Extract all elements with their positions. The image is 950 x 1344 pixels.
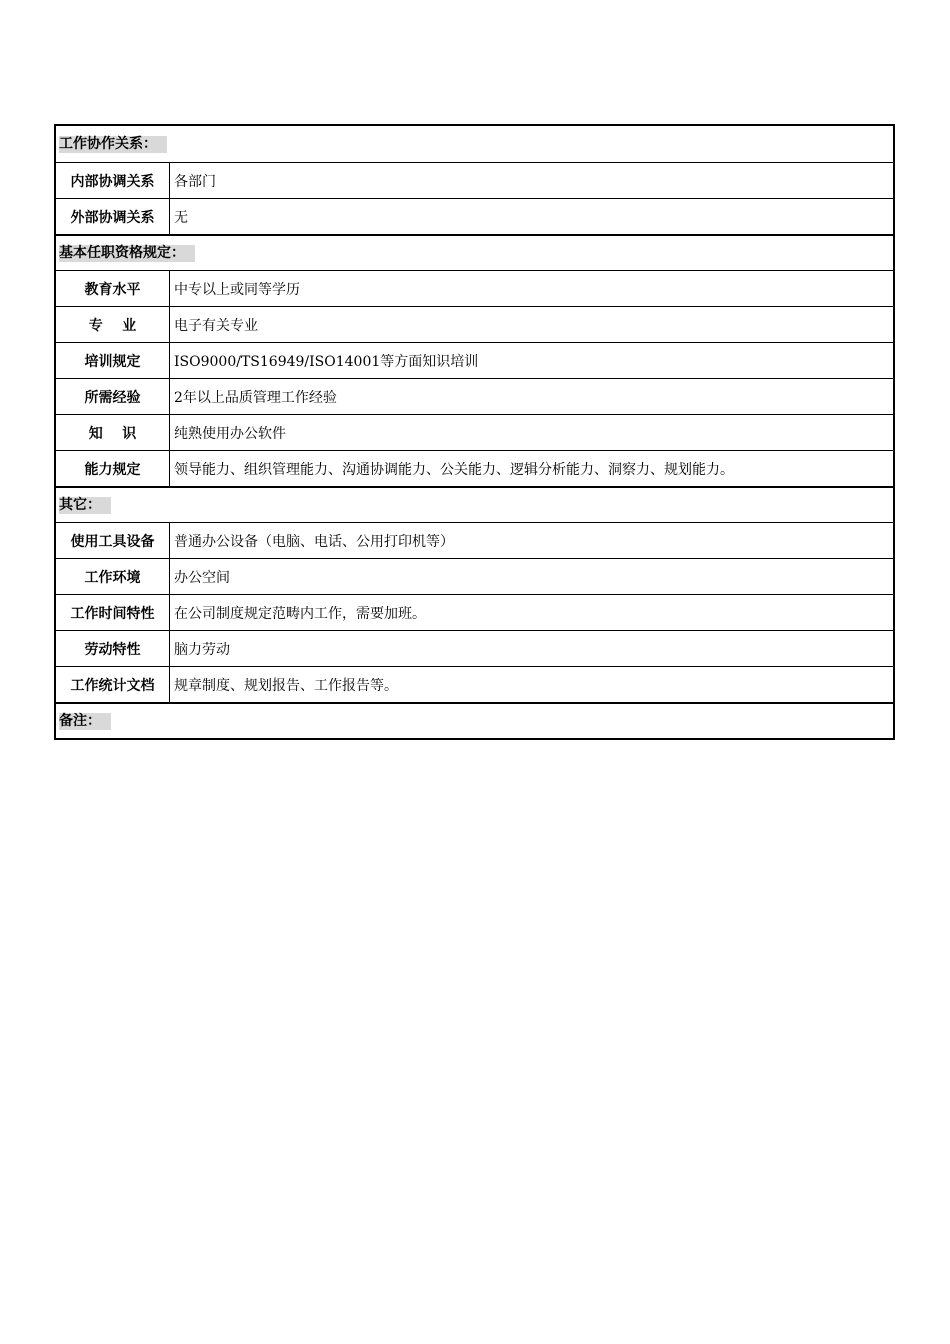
table-row <box>56 450 893 486</box>
row-label: 教育水平 <box>56 271 170 306</box>
table-row <box>56 198 893 234</box>
table-row <box>56 342 893 378</box>
row-label: 能力规定 <box>56 451 170 486</box>
row-value: 各部门 <box>174 173 216 190</box>
row-label: 使用工具设备 <box>56 523 170 558</box>
row-label: 外部协调关系 <box>56 199 170 234</box>
row-value: ISO9000/TS16949/ISO14001等方面知识培训 <box>174 353 479 370</box>
section-title-remarks: 备注： <box>59 713 111 730</box>
row-label: 内部协调关系 <box>56 163 170 198</box>
row-label: 所需经验 <box>56 379 170 414</box>
row-value: 脑力劳动 <box>174 641 230 658</box>
table-row <box>56 666 893 702</box>
table-row <box>56 378 893 414</box>
row-label: 专 业 <box>56 307 170 342</box>
row-label: 工作环境 <box>56 559 170 594</box>
section-header-cooperation <box>56 126 893 162</box>
table-row <box>56 270 893 306</box>
job-description-table <box>54 124 895 740</box>
row-value: 规章制度、规划报告、工作报告等。 <box>174 677 398 694</box>
row-value: 无 <box>174 209 188 226</box>
section-header-other <box>56 486 893 522</box>
section-header-qualification <box>56 234 893 270</box>
table-row <box>56 306 893 342</box>
section-header-remarks <box>56 702 893 738</box>
row-label: 知 识 <box>56 415 170 450</box>
section-title-other: 其它： <box>59 497 111 514</box>
table-row <box>56 522 893 558</box>
row-label: 劳动特性 <box>56 631 170 666</box>
row-value: 办公空间 <box>174 569 230 586</box>
section-title-cooperation: 工作协作关系： <box>59 136 167 153</box>
table-row <box>56 594 893 630</box>
row-value: 纯熟使用办公软件 <box>174 425 286 442</box>
row-label: 工作统计文档 <box>56 667 170 702</box>
row-value: 中专以上或同等学历 <box>174 281 300 298</box>
row-value: 普通办公设备（电脑、电话、公用打印机等） <box>174 533 454 550</box>
table-row <box>56 414 893 450</box>
section-title-qualification: 基本任职资格规定： <box>59 245 195 262</box>
row-label: 培训规定 <box>56 343 170 378</box>
row-value: 在公司制度规定范畴内工作，需要加班。 <box>174 605 426 622</box>
row-value: 领导能力、组织管理能力、沟通协调能力、公关能力、逻辑分析能力、洞察力、规划能力。 <box>174 461 734 478</box>
table-row <box>56 558 893 594</box>
table-row <box>56 630 893 666</box>
row-label: 工作时间特性 <box>56 595 170 630</box>
row-value: 电子有关专业 <box>174 317 258 334</box>
table-row <box>56 162 893 198</box>
row-value: 2年以上品质管理工作经验 <box>174 389 337 406</box>
